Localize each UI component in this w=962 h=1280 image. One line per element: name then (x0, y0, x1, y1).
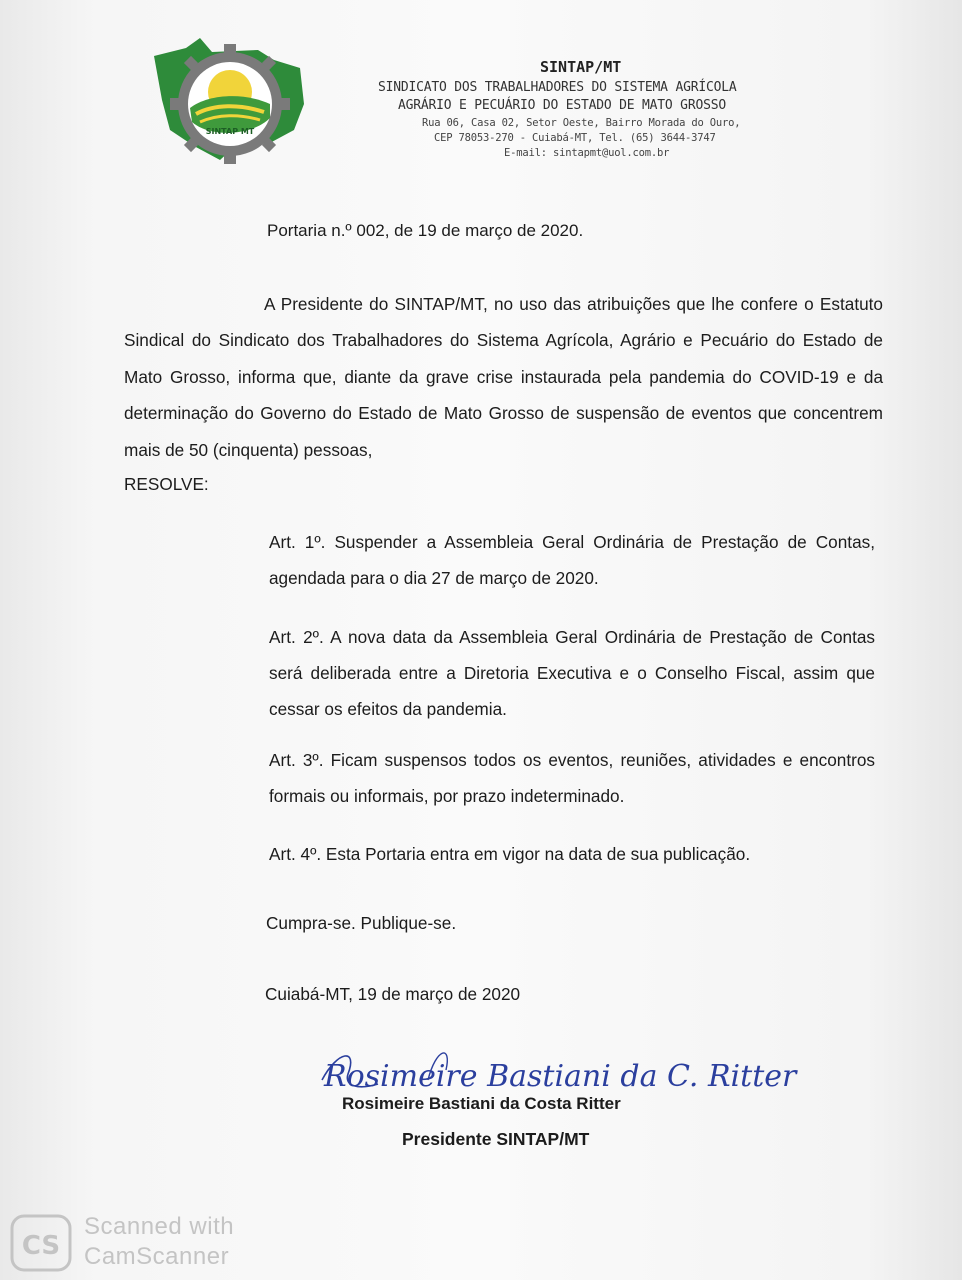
org-name-line1: SINDICATO DOS TRABALHADORES DO SISTEMA AGRÍCOLA (378, 80, 737, 95)
camscanner-watermark (84, 1212, 234, 1272)
intro-paragraph: A Presidente do SINTAP/MT, no uso das atribuições que lhe confere o Estatuto Sindical do Sindicato dos Trabalhadores do Sistema Agrícola, Agrário e Pecuário do Estado de Mato Grosso, informa que, diante da grave crise instaurada pela pandemia do COVID-19 e da determinação do Governo do Estado de Mato Grosso de suspensão de eventos que concentrem mais de 50 (cinquenta) pessoas, (124, 294, 883, 460)
signatory-name: Rosimeire Bastiani da Costa Ritter (342, 1094, 621, 1113)
watermark-line2: CamScanner (84, 1243, 230, 1270)
svg-text:CS: CS (21, 1231, 61, 1261)
place-date: Cuiabá-MT, 19 de março de 2020 (265, 984, 521, 1004)
watermark-line1: Scanned with (84, 1213, 235, 1240)
article-3: Art. 3º. Ficam suspensos todos os eventos, reuniões, atividades e encontros formais ou informais, por prazo indeterminado. (269, 750, 875, 806)
signatory-title: Presidente SINTAP/MT (402, 1129, 590, 1149)
article-1: Art. 1º. Suspender a Assembleia Geral Ordinária de Prestação de Contas, agendada para o dia 27 de março de 2020. (269, 532, 875, 588)
camscanner-logo-icon (10, 1214, 72, 1272)
article-4: Art. 4º. Esta Portaria entra em vigor na data de sua publicação. (269, 844, 751, 864)
portaria-heading: Portaria n.º 002, de 19 de março de 2020. (267, 221, 584, 240)
article-2: Art. 2º. A nova data da Assembleia Geral Ordinária de Prestação de Contas será deliberada entre a Diretoria Executiva e o Conselho Fiscal, assim que cessar os efeitos da pandemia. (269, 627, 875, 719)
svg-text:Rosimeire Bastiani da C. Ritte: Rosimeire Bastiani da C. Ritter (324, 1059, 797, 1094)
org-acronym: SINTAP/MT (540, 58, 622, 76)
svg-text:SINTAP MT: SINTAP MT (205, 127, 255, 136)
org-address-line1: Rua 06, Casa 02, Setor Oeste, Bairro Morada do Ouro, (422, 117, 741, 129)
org-name-line2: AGRÁRIO E PECUÁRIO DO ESTADO DE MATO GROSSO (398, 98, 726, 113)
sintap-logo (148, 34, 310, 166)
org-address-line2: CEP 78053-270 - Cuiabá-MT, Tel. (65) 3644-3747 (434, 132, 716, 144)
closing-line: Cumpra-se. Publique-se. (266, 913, 457, 933)
resolve-label: RESOLVE: (124, 474, 209, 494)
org-email: E-mail: sintapmt@uol.com.br (504, 147, 670, 159)
